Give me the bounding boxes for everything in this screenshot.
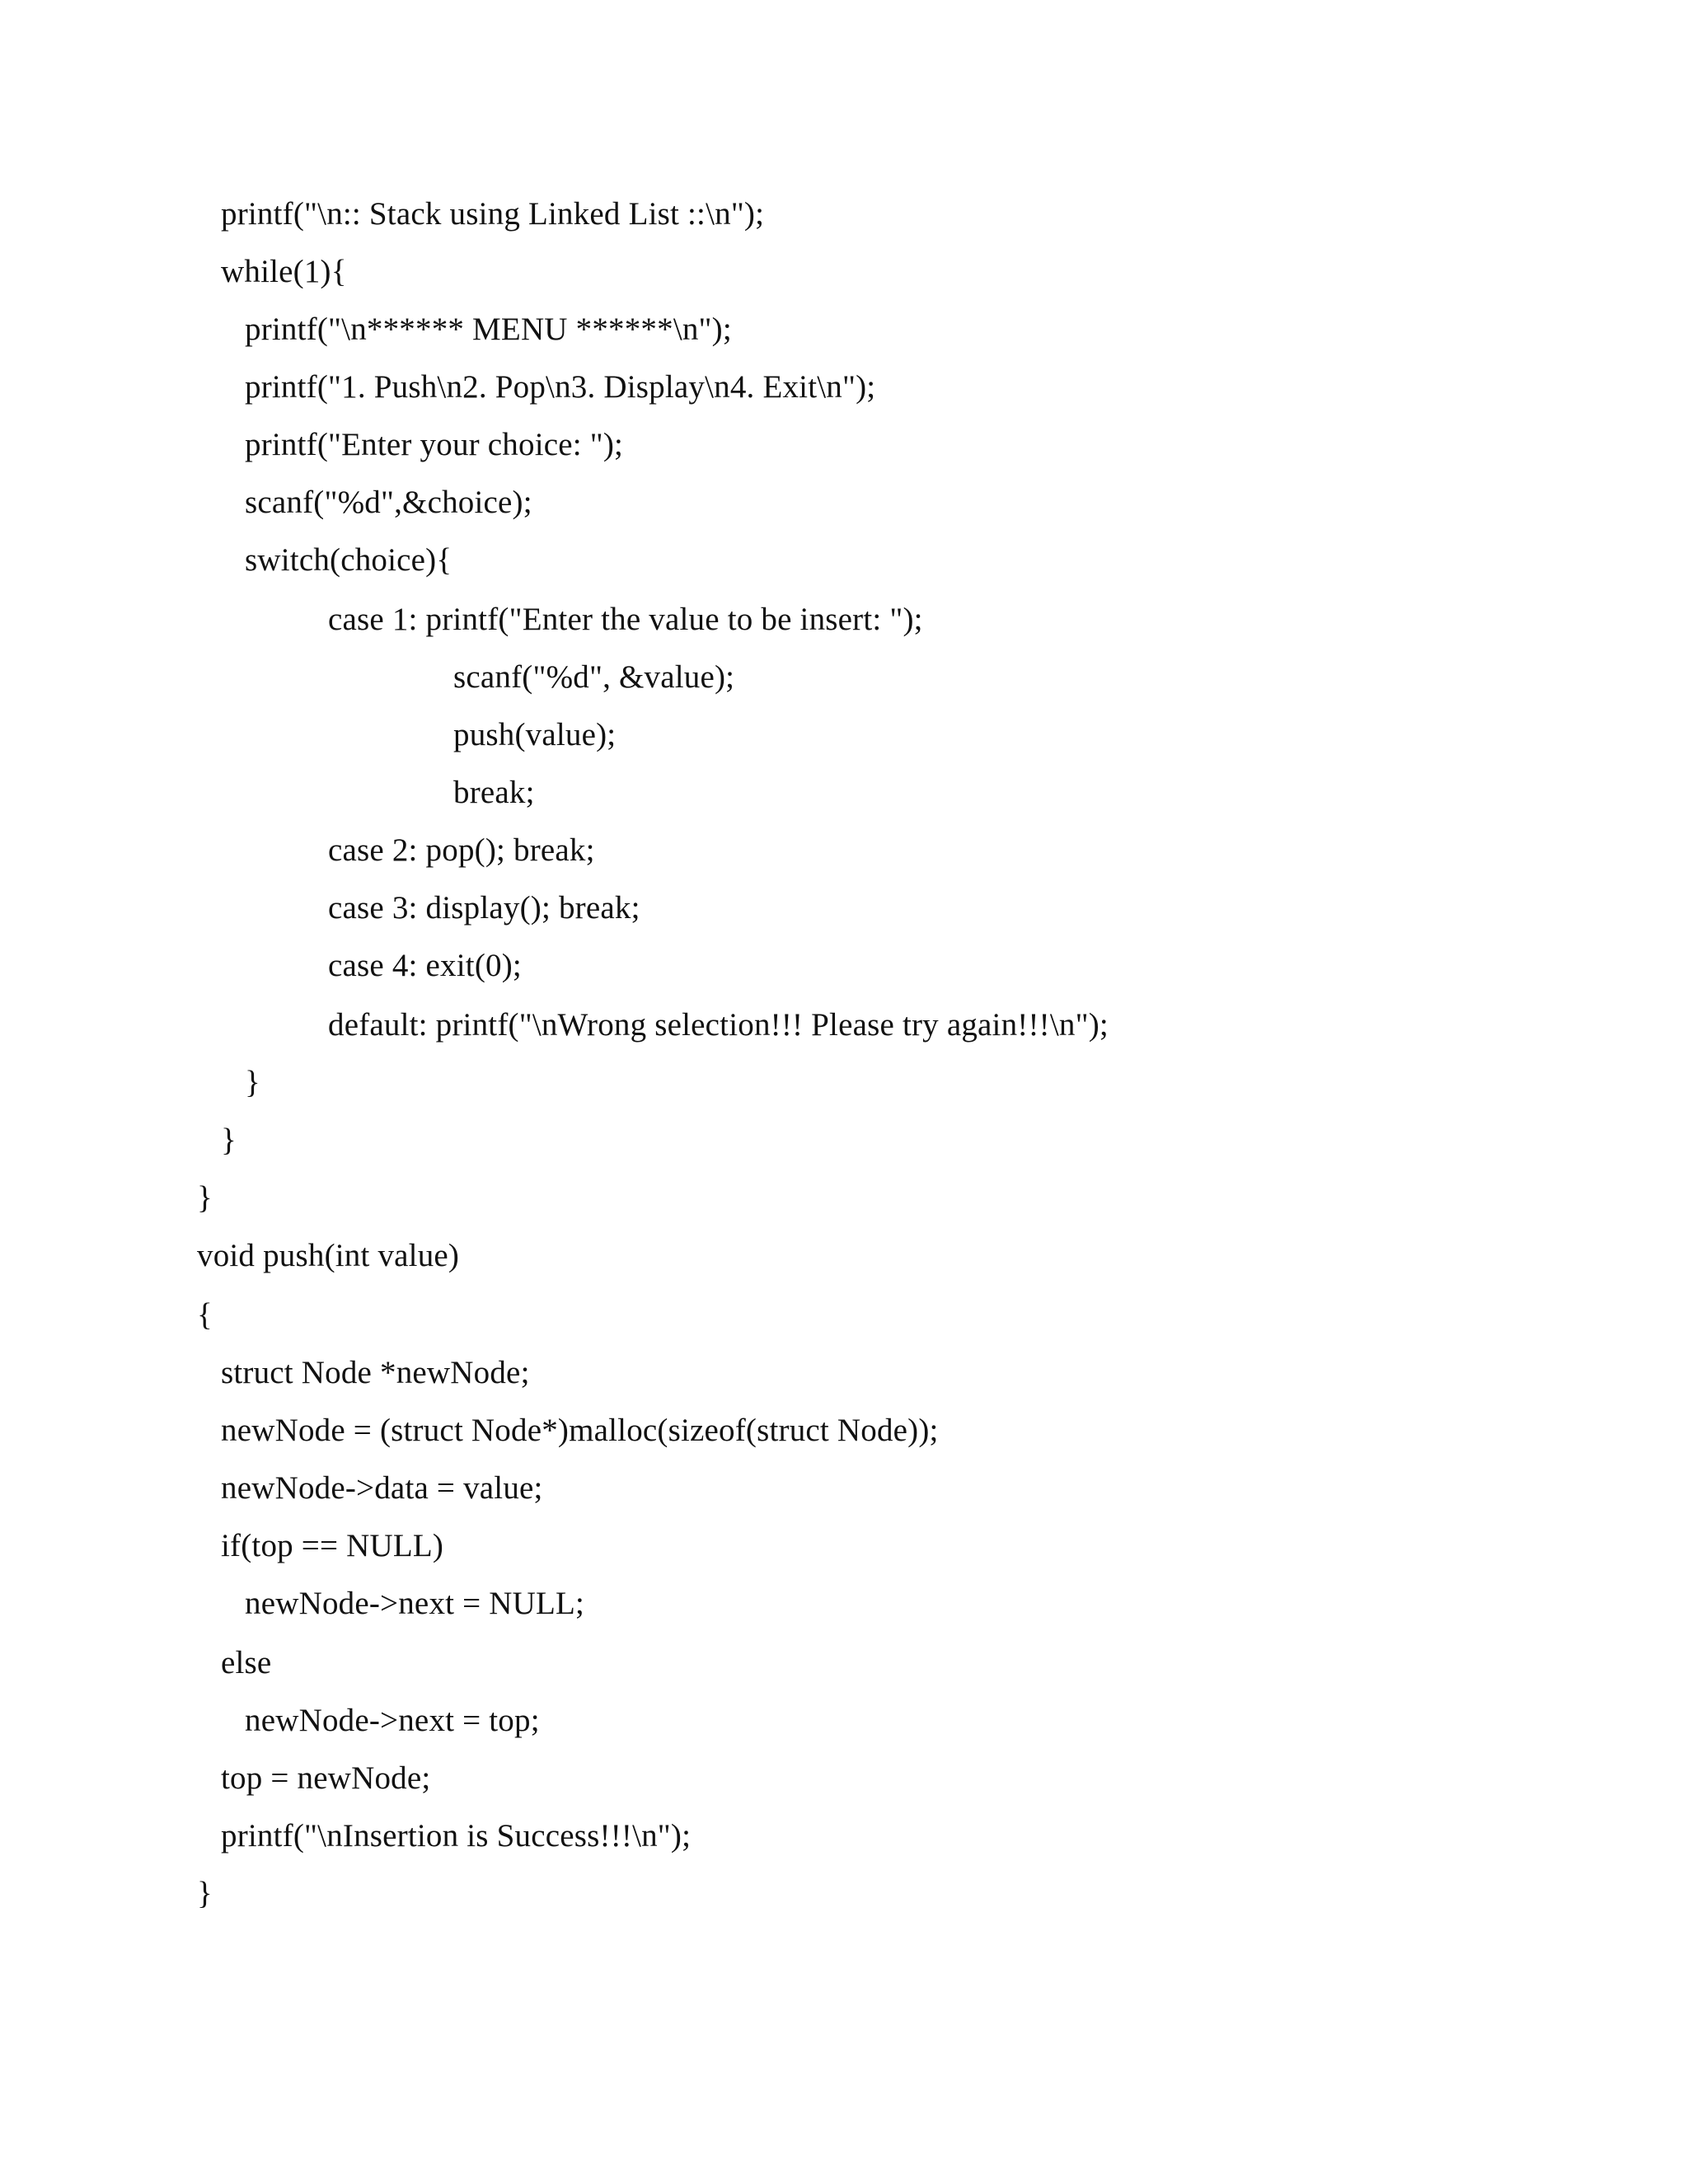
code-line: } — [221, 1122, 237, 1158]
code-line: else — [221, 1645, 272, 1680]
code-line: default: printf("\nWrong selection!!! Please try again!!!\n"); — [328, 1007, 1109, 1043]
code-line: case 4: exit(0); — [328, 948, 522, 983]
code-line: } — [197, 1180, 213, 1216]
code-line: newNode->data = value; — [221, 1470, 543, 1506]
code-line: newNode->next = NULL; — [245, 1586, 585, 1621]
code-line: if(top == NULL) — [221, 1528, 444, 1563]
code-line: newNode->next = top; — [245, 1703, 540, 1738]
code-line: newNode = (struct Node*)malloc(sizeof(struct Node)); — [221, 1413, 939, 1448]
code-line: } — [245, 1065, 260, 1100]
code-line: scanf("%d",&choice); — [245, 485, 532, 520]
code-line: case 3: display(); break; — [328, 890, 640, 926]
code-line: top = newNode; — [221, 1760, 431, 1796]
code-line: case 2: pop(); break; — [328, 832, 595, 868]
code-line: while(1){ — [221, 254, 347, 289]
code-line: void push(int value) — [197, 1238, 460, 1273]
code-line: switch(choice){ — [245, 542, 452, 578]
code-line: printf("\n****** MENU ******\n"); — [245, 312, 732, 347]
code-line: } — [197, 1876, 213, 1911]
code-line: push(value); — [453, 717, 617, 752]
code-line: { — [197, 1297, 213, 1333]
code-line: printf("Enter your choice: "); — [245, 427, 624, 462]
code-line: case 1: printf("Enter the value to be insert: "); — [328, 602, 923, 637]
code-line: printf("\n:: Stack using Linked List ::\n"); — [221, 196, 765, 232]
code-line: struct Node *newNode; — [221, 1355, 530, 1390]
code-line: scanf("%d", &value); — [453, 659, 735, 695]
code-line: printf("\nInsertion is Success!!!\n"); — [221, 1818, 692, 1854]
code-line: printf("1. Push\n2. Pop\n3. Display\n4. Exit\n"); — [245, 369, 876, 405]
code-line: break; — [453, 775, 535, 810]
